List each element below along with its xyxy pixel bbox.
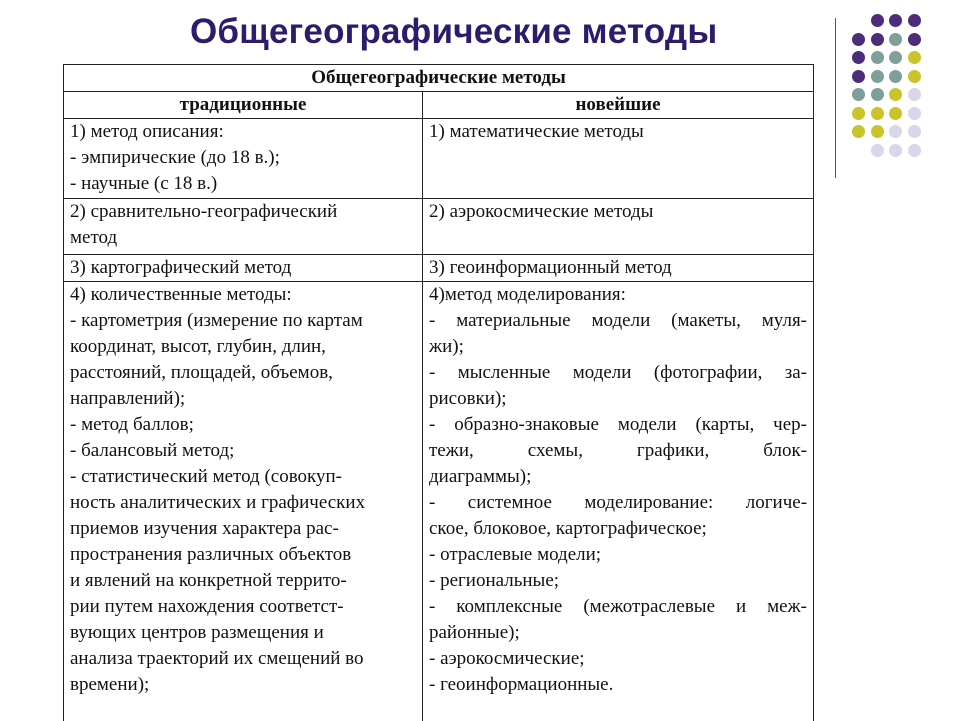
decor-dot [889, 70, 902, 83]
cell-text-line: - отраслевые модели; [429, 544, 602, 565]
cell-text-line: рисовки); [429, 388, 507, 409]
column-header-traditional: традиционные [64, 92, 423, 119]
table-row [64, 255, 814, 282]
decor-dot [889, 144, 902, 157]
cell-text-line: районные); [429, 622, 520, 643]
decor-dot [871, 125, 884, 138]
cell-newest [423, 119, 814, 199]
table-row [64, 199, 814, 255]
cell-text-line: 1) математические методы [429, 121, 644, 142]
decor-dot [871, 107, 884, 120]
cell-traditional [64, 282, 423, 721]
column-header-newest: новейшие [423, 92, 814, 119]
decor-dot [889, 33, 902, 46]
cell-text-line: - геоинформационные. [429, 674, 614, 695]
table-row [64, 282, 814, 721]
cell-text-line: ность аналитических и графических [70, 492, 366, 513]
cell-text-line: пространения различных объектов [70, 544, 352, 565]
decor-dot [908, 125, 921, 138]
cell-text-line: анализа траекторий их смещений во [70, 648, 364, 669]
cell-traditional [64, 255, 423, 282]
decor-dot [908, 107, 921, 120]
cell-text-line: жи); [429, 336, 464, 357]
cell-text-line: и явлений на конкретной террито- [70, 570, 347, 591]
cell-text-line: расстояний, площадей, объемов, [70, 362, 333, 383]
cell-text-line: - научные (с 18 в.) [70, 173, 218, 194]
cell-text-line: приемов изучения характера рас- [70, 518, 339, 539]
table-row [64, 119, 814, 199]
cell-text-line: - аэрокосмические; [429, 648, 585, 669]
decor-dot [852, 33, 865, 46]
cell-text-line: 3) картографический метод [70, 257, 292, 278]
decor-dot [889, 125, 902, 138]
decor-dot [908, 88, 921, 101]
cell-text-line: - мысленные модели (фотографии, за- [429, 362, 808, 383]
decor-dot [871, 144, 884, 157]
decor-dot [871, 51, 884, 64]
cell-text-line: 1) метод описания: [70, 121, 224, 142]
cell-text-line: 4) количественные методы: [70, 284, 292, 305]
cell-traditional [64, 199, 423, 255]
cell-text-line: направлений); [70, 388, 186, 409]
decor-dot [908, 33, 921, 46]
slide-title: Общегеографические методы [190, 12, 718, 51]
cell-newest [423, 199, 814, 255]
cell-text-line: 4)метод моделирования: [429, 284, 626, 305]
decor-dot [889, 107, 902, 120]
decor-dot [852, 107, 865, 120]
decor-dot [908, 14, 921, 27]
decor-dot [871, 88, 884, 101]
cell-text-line: вующих центров размещения и [70, 622, 324, 643]
decor-dot [871, 14, 884, 27]
cell-text-line: 3) геоинформационный метод [429, 257, 672, 278]
decor-dot [908, 70, 921, 83]
cell-text-line: рии путем нахождения соответст- [70, 596, 344, 617]
cell-text-line: времени); [70, 674, 150, 695]
title-divider-line [835, 18, 836, 178]
cell-text-line: 2) аэрокосмические методы [429, 201, 654, 222]
cell-text-line: - картометрия (измерение по картам [70, 310, 363, 331]
decor-dot [852, 70, 865, 83]
decor-dot [852, 125, 865, 138]
cell-text-line: диаграммы); [429, 466, 532, 487]
decor-dot [871, 70, 884, 83]
cell-text-line: - системное моделирование: логиче- [429, 492, 808, 513]
cell-text-line: координат, высот, глубин, длин, [70, 336, 326, 357]
cell-text-line: ское, блоковое, картографическое; [429, 518, 707, 539]
decorative-dot-grid [852, 14, 952, 164]
table-body [64, 119, 814, 721]
table-caption: Общегеографические методы [64, 65, 814, 92]
cell-text-line: - региональные; [429, 570, 560, 591]
cell-text-line: - балансовый метод; [70, 440, 235, 461]
decor-dot [889, 14, 902, 27]
cell-traditional [64, 119, 423, 199]
cell-text-line: 2) сравнительно-географический [70, 201, 338, 222]
cell-newest [423, 255, 814, 282]
cell-text-line: метод [70, 227, 118, 248]
decor-dot [908, 51, 921, 64]
decor-dot [889, 51, 902, 64]
decor-dot [871, 33, 884, 46]
cell-text-line: - комплексные (межотраслевые и меж- [429, 596, 808, 617]
methods-table [63, 64, 814, 721]
decor-dot [852, 88, 865, 101]
cell-text-line: - материальные модели (макеты, муля- [429, 310, 808, 331]
cell-text-line: - эмпирические (до 18 в.); [70, 147, 280, 168]
decor-dot [908, 144, 921, 157]
decor-dot [852, 51, 865, 64]
cell-text-line: - статистический метод (совокуп- [70, 466, 343, 487]
cell-text-line: - метод баллов; [70, 414, 194, 435]
decor-dot [889, 88, 902, 101]
cell-newest [423, 282, 814, 721]
cell-text-line: - образно-знаковые модели (карты, чер- [429, 414, 808, 435]
cell-text-line: тежи, схемы, графики, блок- [429, 440, 808, 461]
